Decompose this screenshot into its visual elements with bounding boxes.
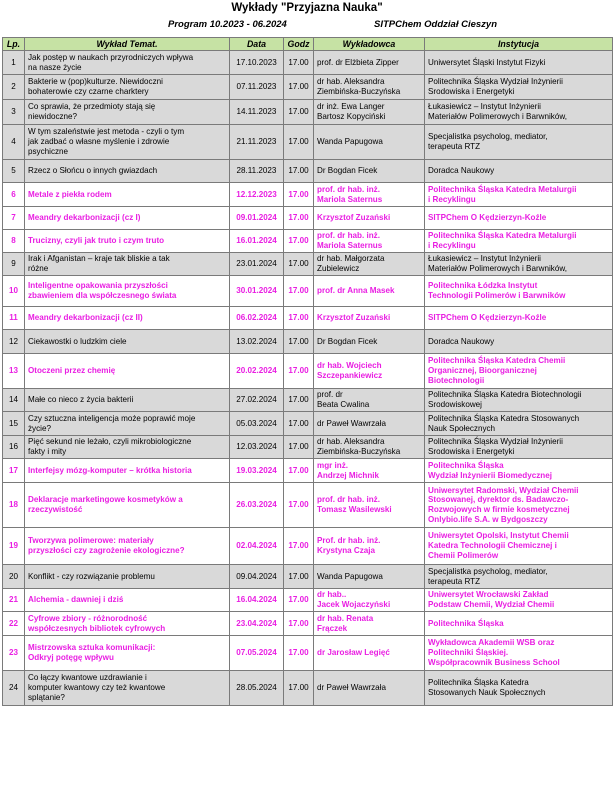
- lp-cell: 10: [3, 276, 25, 307]
- table-row: [3, 483, 613, 528]
- topic-cell: Interfejsy mózg-komputer – krótka historia: [25, 459, 230, 483]
- lecturer-cell: prof. dr hab. inż. Tomasz Wasilewski: [314, 483, 425, 528]
- lecturer-cell: Krzysztof Zuzański: [314, 207, 425, 230]
- topic-cell: Konflikt - czy rozwiązanie problemu: [25, 565, 230, 589]
- lp-cell: 20: [3, 565, 25, 589]
- time-cell: 17.00: [284, 307, 314, 330]
- topic-cell: Małe co nieco z życia bakterii: [25, 389, 230, 412]
- lp-cell: 8: [3, 230, 25, 253]
- page-title: Wykłady "Przyjazna Nauka": [231, 2, 383, 14]
- lecturer-cell: dr hab. Aleksandra Ziembińska-Buczyńska: [314, 436, 425, 459]
- column-header-institution: Instytucja: [425, 38, 613, 51]
- topic-cell: Pięć sekund nie leżało, czyli mikrobiologiczne fakty i mity: [25, 436, 230, 459]
- time-cell: 17.00: [284, 330, 314, 354]
- lecturer-cell: prof. dr hab. inż. Mariola Saternus: [314, 230, 425, 253]
- topic-cell: Bakterie w (pop)kulturze. Niewidoczni bohaterowie czy czarne charktery: [25, 75, 230, 100]
- time-cell: 17.00: [284, 389, 314, 412]
- institution-cell: Specjalistka psycholog, mediator, terapeuta RTZ: [425, 125, 613, 160]
- topic-cell: Czy sztuczna inteligencja może poprawić moje życie?: [25, 412, 230, 436]
- lecturer-cell: dr Paweł Wawrzała: [314, 412, 425, 436]
- time-cell: 17.00: [284, 636, 314, 671]
- institution-cell: Politechnika Śląska Wydział Inżynierii Srodowiska i Energetyki: [425, 75, 613, 100]
- time-cell: 17.00: [284, 160, 314, 183]
- time-cell: 17.00: [284, 253, 314, 276]
- date-cell: 27.02.2024: [230, 389, 284, 412]
- institution-cell: Politechnika Śląska Katedra Metalurgii i Recyklingu: [425, 183, 613, 207]
- lp-cell: 14: [3, 389, 25, 412]
- institution-cell: Doradca Naukowy: [425, 160, 613, 183]
- lecturer-cell: dr Paweł Wawrzała: [314, 671, 425, 706]
- time-cell: 17.00: [284, 436, 314, 459]
- table-row: [3, 125, 613, 160]
- lp-cell: 13: [3, 354, 25, 389]
- lecture-schedule-table: [2, 37, 613, 706]
- topic-cell: Meandry dekarbonizacji (cz II): [25, 307, 230, 330]
- date-cell: 02.04.2024: [230, 528, 284, 565]
- topic-cell: Cyfrowe zbiory - różnorodność współczesnych bibliotek cyfrowych: [25, 612, 230, 636]
- time-cell: 17.00: [284, 51, 314, 75]
- table-row: [3, 160, 613, 183]
- column-header-topic: Wykład Temat.: [25, 38, 230, 51]
- column-header-time: Godz: [284, 38, 314, 51]
- topic-cell: Co łączy kwantowe uzdrawianie i komputer kwantowy czy też kwantowe splątanie?: [25, 671, 230, 706]
- date-cell: 28.11.2023: [230, 160, 284, 183]
- date-cell: 07.11.2023: [230, 75, 284, 100]
- topic-cell: Jak postęp w naukach przyrodniczych wpływa na nasze życie: [25, 51, 230, 75]
- topic-cell: Mistrzowska sztuka komunikacji: Odkryj potęgę wpływu: [25, 636, 230, 671]
- topic-cell: Tworzywa polimerowe: materiały przyszłości czy zagrożenie ekologiczne?: [25, 528, 230, 565]
- table-row: [3, 253, 613, 276]
- table-row: [3, 354, 613, 389]
- date-cell: 20.02.2024: [230, 354, 284, 389]
- column-header-lp: Lp.: [3, 38, 25, 51]
- date-cell: 12.12.2023: [230, 183, 284, 207]
- time-cell: 17.00: [284, 412, 314, 436]
- institution-cell: Politechnika Śląska Katedra Biotechnologii Srodowiskowej: [425, 389, 613, 412]
- institution-cell: Politechnika Śląska Katedra Stosowanych Nauk Społecznych: [425, 671, 613, 706]
- lp-cell: 11: [3, 307, 25, 330]
- time-cell: 17.00: [284, 75, 314, 100]
- date-cell: 30.01.2024: [230, 276, 284, 307]
- date-cell: 13.02.2024: [230, 330, 284, 354]
- table-header-row: [3, 38, 613, 51]
- time-cell: 17.00: [284, 483, 314, 528]
- table-row: [3, 589, 613, 612]
- program-period: Program 10.2023 - 06.2024: [168, 19, 287, 30]
- lp-cell: 4: [3, 125, 25, 160]
- lecturer-cell: Dr Bogdan Ficek: [314, 330, 425, 354]
- institution-cell: Łukasiewicz – Instytut Inżynierii Materiałów Polimerowych i Barwników,: [425, 100, 613, 125]
- lp-cell: 24: [3, 671, 25, 706]
- institution-cell: SITPChem O Kędzierzyn-Koźle: [425, 207, 613, 230]
- lecturer-cell: prof. dr Anna Masek: [314, 276, 425, 307]
- topic-cell: Ciekawostki o ludzkim ciele: [25, 330, 230, 354]
- institution-cell: Politechnika Śląska Wydział Inżynierii Biomedycznej: [425, 459, 613, 483]
- institution-cell: Uniwersytet Śląski Instytut Fizyki: [425, 51, 613, 75]
- table-row: [3, 612, 613, 636]
- column-header-lecturer: Wykładowca: [314, 38, 425, 51]
- date-cell: 17.10.2023: [230, 51, 284, 75]
- topic-cell: Irak i Afganistan – kraje tak bliskie a tak różne: [25, 253, 230, 276]
- lecturer-cell: Wanda Papugowa: [314, 125, 425, 160]
- lp-cell: 15: [3, 412, 25, 436]
- lecturer-cell: dr hab. Małgorzata Zubielewicz: [314, 253, 425, 276]
- time-cell: 17.00: [284, 459, 314, 483]
- table-row: [3, 459, 613, 483]
- time-cell: 17.00: [284, 528, 314, 565]
- institution-cell: Wykładowca Akademii WSB oraz Politechniki Śląskiej. Współpracownik Business School: [425, 636, 613, 671]
- lp-cell: 9: [3, 253, 25, 276]
- topic-cell: Deklaracje marketingowe kosmetyków a rzeczywistość: [25, 483, 230, 528]
- lecturer-cell: Krzysztof Zuzański: [314, 307, 425, 330]
- lecturer-cell: dr inż. Ewa Langer Bartosz Kopyciński: [314, 100, 425, 125]
- date-cell: 07.05.2024: [230, 636, 284, 671]
- lp-cell: 22: [3, 612, 25, 636]
- date-cell: 14.11.2023: [230, 100, 284, 125]
- time-cell: 17.00: [284, 100, 314, 125]
- date-cell: 21.11.2023: [230, 125, 284, 160]
- institution-cell: Politechnika Śląska Katedra Stosowanych Nauk Społecznych: [425, 412, 613, 436]
- institution-cell: SITPChem O Kędzierzyn-Koźle: [425, 307, 613, 330]
- date-cell: 05.03.2024: [230, 412, 284, 436]
- time-cell: 17.00: [284, 354, 314, 389]
- lp-cell: 5: [3, 160, 25, 183]
- lp-cell: 23: [3, 636, 25, 671]
- date-cell: 23.01.2024: [230, 253, 284, 276]
- lecturer-cell: dr hab.. Jacek Wojaczyński: [314, 589, 425, 612]
- date-cell: 16.04.2024: [230, 589, 284, 612]
- table-body: [3, 51, 613, 706]
- institution-cell: Politechnika Śląska Wydział Inżynierii Srodowiska i Energetyki: [425, 436, 613, 459]
- lp-cell: 12: [3, 330, 25, 354]
- time-cell: 17.00: [284, 125, 314, 160]
- time-cell: 17.00: [284, 565, 314, 589]
- time-cell: 17.00: [284, 183, 314, 207]
- lp-cell: 6: [3, 183, 25, 207]
- time-cell: 17.00: [284, 230, 314, 253]
- date-cell: 16.01.2024: [230, 230, 284, 253]
- date-cell: 26.03.2024: [230, 483, 284, 528]
- date-cell: 12.03.2024: [230, 436, 284, 459]
- date-cell: 09.01.2024: [230, 207, 284, 230]
- lecturer-cell: dr hab. Wojciech Szczepankiewicz: [314, 354, 425, 389]
- topic-cell: Trucizny, czyli jak truto i czym truto: [25, 230, 230, 253]
- lp-cell: 17: [3, 459, 25, 483]
- table-row: [3, 207, 613, 230]
- table-row: [3, 75, 613, 100]
- lp-cell: 19: [3, 528, 25, 565]
- time-cell: 17.00: [284, 589, 314, 612]
- time-cell: 17.00: [284, 612, 314, 636]
- topic-cell: W tym szaleństwie jest metoda - czyli o tym jak zadbać o własne myślenie i zdrowie psychiczne: [25, 125, 230, 160]
- lp-cell: 7: [3, 207, 25, 230]
- table-row: [3, 276, 613, 307]
- table-row: [3, 330, 613, 354]
- lecturer-cell: prof. dr Beata Cwalina: [314, 389, 425, 412]
- table-row: [3, 183, 613, 207]
- lecturer-cell: dr hab. Aleksandra Ziembińska-Buczyńska: [314, 75, 425, 100]
- lecturer-cell: prof. dr hab. inż. Mariola Saternus: [314, 183, 425, 207]
- table-row: [3, 671, 613, 706]
- institution-cell: Specjalistka psycholog, mediator, terapeuta RTZ: [425, 565, 613, 589]
- time-cell: 17.00: [284, 207, 314, 230]
- institution-cell: Politechnika Śląska Katedra Chemii Organicznej, Bioorganicznej Biotechnologii: [425, 354, 613, 389]
- lp-cell: 18: [3, 483, 25, 528]
- institution-cell: Łukasiewicz – Instytut Inżynierii Materiałów Polimerowych i Barwników,: [425, 253, 613, 276]
- table-row: [3, 528, 613, 565]
- lp-cell: 21: [3, 589, 25, 612]
- table-row: [3, 412, 613, 436]
- lecturer-cell: prof. dr Elżbieta Zipper: [314, 51, 425, 75]
- topic-cell: Rzecz o Słońcu o innych gwiazdach: [25, 160, 230, 183]
- date-cell: 09.04.2024: [230, 565, 284, 589]
- organizer-name: SITPChem Oddział Cieszyn: [374, 19, 497, 30]
- time-cell: 17.00: [284, 276, 314, 307]
- lp-cell: 3: [3, 100, 25, 125]
- institution-cell: Politechnika Śląska Katedra Metalurgii i Recyklingu: [425, 230, 613, 253]
- topic-cell: Otoczeni przez chemię: [25, 354, 230, 389]
- time-cell: 17.00: [284, 671, 314, 706]
- lp-cell: 1: [3, 51, 25, 75]
- table-row: [3, 636, 613, 671]
- institution-cell: Uniwersytet Wrocławski Zakład Podstaw Chemii, Wydział Chemii: [425, 589, 613, 612]
- lecturer-cell: Prof. dr hab. inż. Krystyna Czaja: [314, 528, 425, 565]
- lecturer-cell: mgr inż. Andrzej Michnik: [314, 459, 425, 483]
- topic-cell: Metale z piekła rodem: [25, 183, 230, 207]
- table-row: [3, 389, 613, 412]
- table-row: [3, 100, 613, 125]
- table-row: [3, 230, 613, 253]
- table-row: [3, 565, 613, 589]
- topic-cell: Meandry dekarbonizacji (cz I): [25, 207, 230, 230]
- topic-cell: Co sprawia, że przedmioty stają się niewidoczne?: [25, 100, 230, 125]
- institution-cell: Politechnika Łódzka Instytut Technologii Polimerów i Barwników: [425, 276, 613, 307]
- lecturer-cell: Dr Bogdan Ficek: [314, 160, 425, 183]
- institution-cell: Uniwersytet Radomski, Wydział Chemii Stosowanej, dyrektor ds. Badawczo- Rozwojowych w firmie kosmetycznej Onlybio.life S.A. w Bydgoszczy: [425, 483, 613, 528]
- institution-cell: Politechnika Śląska: [425, 612, 613, 636]
- table-row: [3, 436, 613, 459]
- date-cell: 28.05.2024: [230, 671, 284, 706]
- lp-cell: 2: [3, 75, 25, 100]
- topic-cell: Inteligentne opakowania przyszłości zbawieniem dla współczesnego świata: [25, 276, 230, 307]
- date-cell: 06.02.2024: [230, 307, 284, 330]
- topic-cell: Alchemia - dawniej i dziś: [25, 589, 230, 612]
- date-cell: 23.04.2024: [230, 612, 284, 636]
- table-row: [3, 307, 613, 330]
- institution-cell: Doradca Naukowy: [425, 330, 613, 354]
- lecturer-cell: dr Jarosław Legięć: [314, 636, 425, 671]
- table-row: [3, 51, 613, 75]
- lp-cell: 16: [3, 436, 25, 459]
- institution-cell: Uniwersytet Opolski, Instytut Chemii Katedra Technologii Chemicznej i Chemii Polimerów: [425, 528, 613, 565]
- date-cell: 19.03.2024: [230, 459, 284, 483]
- column-header-date: Data: [230, 38, 284, 51]
- lecturer-cell: dr hab. Renata Frączek: [314, 612, 425, 636]
- lecturer-cell: Wanda Papugowa: [314, 565, 425, 589]
